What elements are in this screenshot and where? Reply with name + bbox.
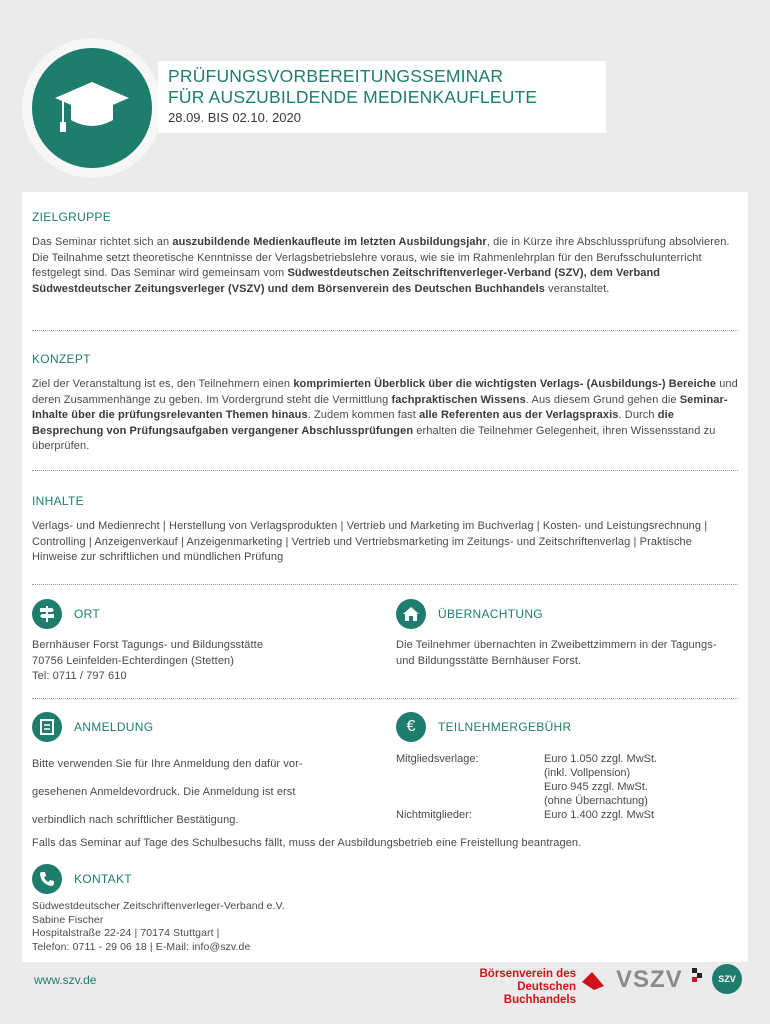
fee-values: Euro 1.050 zzgl. MwSt. (inkl. Vollpension) Euro 945 zzgl. MwSt. (ohne Übernachtung) Euro 1.400 zzgl. MwSt [544, 753, 658, 821]
graduation-cap-icon [32, 48, 152, 168]
ort-address: Bernhäuser Forst Tagungs- und Bildungsstätte 70756 Leinfelden-Echterdingen (Stetten) Tel: 0711 / 797 610 [32, 639, 264, 682]
title-box [158, 61, 606, 133]
phone-icon [32, 864, 62, 894]
heading-ort: ORT [74, 607, 101, 621]
divider [32, 698, 738, 699]
inhalte-text: Verlags- und Medienrecht | Herstellung von Verlagsprodukten | Vertrieb und Marketing im Buchverlag | Kosten- und Leistungsrechnung | Controlling | Anzeigenverkauf | Anzeigenmarketing | Vertrieb und Vertriebsmarketing im Zeitungs- und Zeitschriftenverlag | Praktische Hinweise zur schriftlichen und mündlichen Prüfung [32, 520, 708, 563]
title-line-1: PRÜFUNGSVORBEREITUNGSSEMINAR [168, 66, 504, 86]
section-zielgruppe [32, 210, 738, 297]
boersenverein-mark-icon [580, 968, 606, 994]
divider [32, 584, 738, 585]
section-uebernachtung [396, 599, 726, 669]
zielgruppe-text: Das Seminar richtet sich an auszubildende Medienkaufleute im letzten Ausbildungsjahr, die in Kürze ihre Abschlussprüfung absolvieren. Die Teilnahme setzt theoretische Kenntnisse der Verlagsbetriebslehre voraus, wie sie im Rahmenlehrplan für den Berufsschulunterricht festgelegt sind. Das Seminar wird gemeinsam vom Südwestdeutschen Zeitschriftenverleger-Verband (SZV), dem Verband Südwestdeutscher Zeitungsverleger (VSZV) und dem Börsenverein des Deutschen Buchhandels veranstaltet. [32, 236, 730, 295]
title-line-2: FÜR AUSZUBILDENDE MEDIENKAUFLEUTE [168, 87, 538, 107]
fee-table [396, 752, 736, 832]
kontakt-details: Südwestdeutscher Zeitschriftenverleger-Verband e.V. Sabine Fischer Hospitalstraße 22-24 | 70174 Stuttgart | Telefon: 0711 - 29 06 18 | E-Mail: info@szv.de [32, 900, 285, 953]
konzept-text: Ziel der Veranstaltung ist es, den Teilnehmern einen komprimierten Überblick über die wichtigsten Verlags- (Ausbildungs-) Bereiche und deren Zusammenhänge zu geben. Im Vordergrund steht die Vermittlung fachpraktischen Wissens. Aus diesem Grund gehen die Seminar-Inhalte über die prüfungsrelevanten Themen hinaus. Zudem kommen fast alle Referenten aus der Verlagspraxis. Durch die Besprechung von Prüfungsaufgaben vergangener Abschlussprüfungen erhalten die Teilnehmer Gelegenheit, ihren Wissensstand zu überprüfen. [32, 378, 738, 452]
label-nonmembers: Nichtmitglieder: [396, 809, 472, 821]
partner-logos [440, 962, 750, 1006]
school-note: Falls das Seminar auf Tage des Schulbesuchs fällt, muss der Ausbildungsbetrieb eine Freistellung beantragen. [32, 837, 582, 849]
content-card [22, 192, 748, 962]
registration-form-icon [32, 712, 62, 742]
section-ort [32, 599, 372, 685]
heading-kontakt: KONTAKT [74, 872, 132, 886]
euro-icon: € [396, 712, 426, 742]
heading-zielgruppe: ZIELGRUPPE [32, 210, 112, 224]
boersenverein-logo: Börsenverein des Deutschen Buchhandels [479, 968, 576, 1006]
signpost-icon [32, 599, 62, 629]
heading-inhalte: INHALTE [32, 494, 84, 508]
section-inhalte [32, 494, 738, 566]
heading-konzept: KONZEPT [32, 352, 91, 366]
label-members: Mitgliedsverlage: [396, 753, 479, 765]
section-konzept [32, 352, 738, 455]
website-link[interactable]: www.szv.de [34, 973, 97, 987]
vszv-mark-icon [692, 968, 702, 982]
divider [32, 330, 738, 331]
event-date: 28.09. BIS 02.10. 2020 [168, 110, 301, 125]
divider [32, 470, 738, 471]
section-kontakt [32, 864, 738, 954]
heading-anmeldung: ANMELDUNG [74, 720, 154, 734]
heading-uebernachtung: ÜBERNACHTUNG [438, 607, 543, 621]
heading-gebuehr: TEILNEHMERGEBÜHR [438, 720, 572, 734]
house-icon [396, 599, 426, 629]
vszv-logo: VSZV [616, 966, 683, 993]
section-anmeldung [32, 712, 372, 834]
section-gebuehr [396, 712, 736, 832]
szv-logo: SZV [712, 964, 742, 994]
uebernachtung-text: Die Teilnehmer übernachten in Zweibettzimmern in der Tagungs- und Bildungsstätte Bernhäuser Forst. [396, 639, 717, 667]
anmeldung-text: Bitte verwenden Sie für Ihre Anmeldung den dafür vor- gesehenen Anmeldevordruck. Die Anmeldung ist erst verbindlich nach schriftlicher Bestätigung. [32, 758, 303, 826]
